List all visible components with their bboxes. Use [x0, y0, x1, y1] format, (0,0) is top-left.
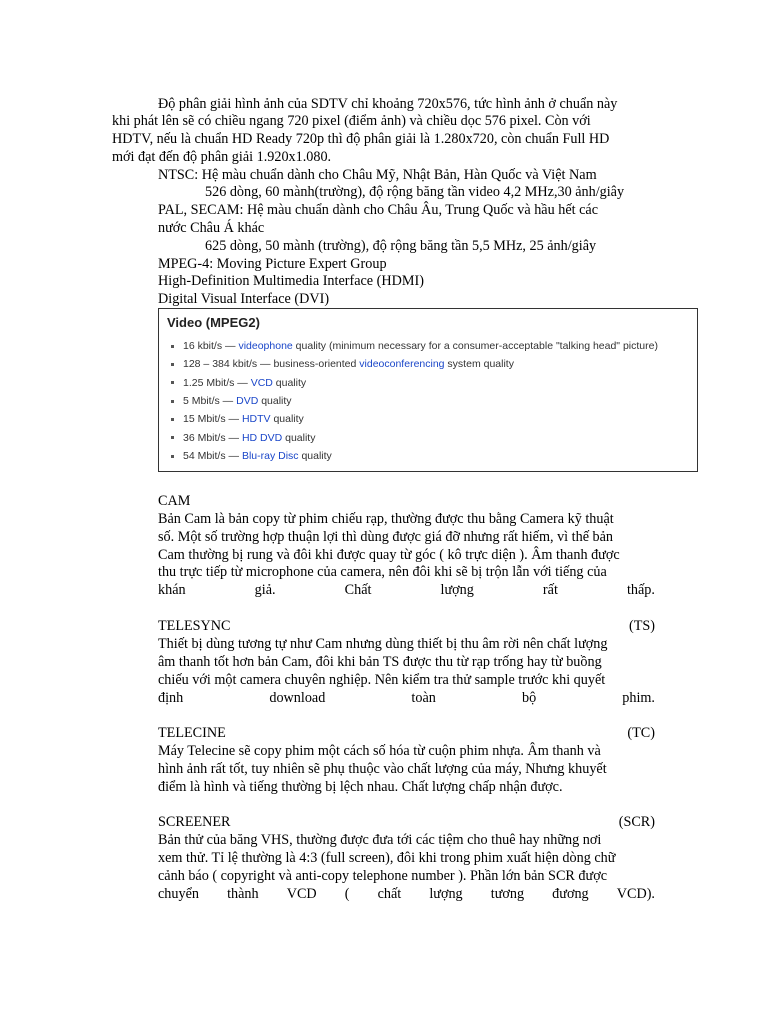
- cam-heading: CAM: [158, 493, 191, 509]
- item-text: 1.25 Mbit/s —: [183, 376, 251, 389]
- video-bitrate-item: [171, 395, 292, 407]
- video-bitrate-item: [171, 358, 514, 370]
- word: thấp.: [626, 582, 655, 598]
- word: khán: [158, 582, 186, 598]
- video-box-title: Video (MPEG2): [167, 315, 260, 330]
- item-text: quality: [272, 376, 307, 389]
- word: download: [269, 690, 326, 706]
- item-text: quality: [270, 413, 304, 426]
- telecine-abbr: (TC): [627, 725, 655, 741]
- screener-title: SCREENER: [158, 814, 231, 830]
- pal-line-1: PAL, SECAM: Hệ màu chuẩn dành cho Châu Âu, Trung Quốc và hầu hết các: [158, 202, 599, 218]
- intro-line-1: Độ phân giải hình ảnh của SDTV chỉ khoảng 720x576, tức hình ảnh ở chuẩn này: [158, 96, 618, 112]
- cam-line-3: Cam thường bị rung và đôi khi được quay từ góc ( kô trực diện ). Âm thanh được: [158, 547, 620, 563]
- word: VCD: [286, 886, 317, 902]
- video-bitrate-item: [171, 450, 332, 462]
- word: rất: [542, 582, 558, 598]
- word: VCD).: [616, 886, 655, 902]
- ntsc-line-1: NTSC: Hệ màu chuẩn dành cho Châu Mỹ, Nhật Bản, Hàn Quốc và Việt Nam: [158, 167, 597, 183]
- telesync-heading: [158, 617, 655, 635]
- word: lượng: [440, 582, 474, 598]
- telecine-line-2: hình ảnh rất tốt, tuy nhiên sẽ phụ thuộc vào chất lượng của máy, Nhưng khuyết: [158, 761, 607, 777]
- word: đương: [552, 886, 589, 902]
- pal-line-2: nước Châu Á khác: [158, 220, 265, 236]
- word: định: [158, 690, 184, 706]
- item-link[interactable]: HDTV: [241, 413, 271, 426]
- item-text: quality: [282, 431, 316, 444]
- word: bộ: [521, 690, 537, 706]
- item-text: quality: [258, 394, 292, 407]
- item-text: 36 Mbit/s —: [183, 431, 242, 444]
- screener-line-4: [158, 885, 655, 903]
- telecine-title: TELECINE: [158, 725, 226, 741]
- pal-line-3: 625 dòng, 50 mành (trường), độ rộng băng tần 5,5 MHz, 25 ảnh/giây: [205, 238, 597, 254]
- bullet-icon: [171, 455, 174, 458]
- screener-line-1: Bản thử của băng VHS, thường được đưa tới các tiệm cho thuê hay những nơi: [158, 832, 602, 848]
- telesync-line-2: âm thanh tốt hơn bản Cam, đôi khi bản TS được thu từ rạp trống hay từ buồng: [158, 654, 602, 670]
- bullet-icon: [171, 436, 174, 439]
- mpeg-term: MPEG-4: Moving Picture Expert Group: [158, 256, 387, 272]
- dvi-term: Digital Visual Interface (DVI): [158, 291, 330, 307]
- word: chất: [377, 886, 402, 902]
- screener-heading: [158, 813, 655, 831]
- word: chuyển: [158, 886, 199, 902]
- item-link[interactable]: videophone: [238, 340, 293, 352]
- item-link[interactable]: DVD: [236, 394, 259, 407]
- word: phim.: [622, 690, 655, 706]
- item-link[interactable]: VCD: [250, 376, 273, 389]
- item-link[interactable]: videoconferencing: [359, 358, 445, 371]
- cam-line-5: [158, 581, 655, 599]
- item-text: system quality: [444, 358, 514, 371]
- intro-line-3: HDTV, nếu là chuẩn HD Ready 720p thì độ phân giải là 1.280x720, còn chuẩn Full HD: [112, 131, 610, 147]
- video-mpeg2-box: [158, 308, 698, 472]
- screener-abbr: (SCR): [618, 814, 655, 830]
- word: tương: [490, 886, 525, 902]
- word: thành: [227, 886, 259, 902]
- telesync-line-1: Thiết bị dùng tương tự như Cam nhưng dùng thiết bị thu âm rời nên chất lượng: [158, 636, 608, 652]
- bullet-icon: [171, 381, 174, 384]
- video-bitrate-item: [171, 432, 315, 444]
- item-text: 54 Mbit/s —: [183, 449, 242, 462]
- video-bitrate-item: [171, 377, 306, 389]
- bullet-icon: [171, 345, 174, 348]
- cam-line-1: Bản Cam là bản copy từ phim chiếu rạp, thường được thu bằng Camera kỹ thuật: [158, 511, 614, 527]
- telecine-line-3: điểm là hình và tiếng thường bị lệch nhau. Chất lượng chấp nhận được.: [158, 779, 563, 795]
- item-link[interactable]: Blu-ray Disc: [241, 449, 299, 462]
- word: toàn: [411, 690, 436, 706]
- screener-line-3: cảnh báo ( copyright và anti-copy telephone number ). Phần lớn bản SCR được: [158, 868, 607, 884]
- intro-line-4: mới đạt đến độ phân giải 1.920x1.080.: [112, 149, 332, 165]
- ntsc-line-2: 526 dòng, 60 mành(trường), độ rộng băng tần video 4,2 MHz,30 ảnh/giây: [205, 184, 625, 200]
- video-bitrate-item: [171, 340, 658, 352]
- telesync-abbr: (TS): [628, 618, 655, 634]
- word: lượng: [429, 886, 463, 902]
- bullet-icon: [171, 363, 174, 366]
- word: (: [344, 886, 350, 902]
- telecine-line-1: Máy Telecine sẽ copy phim một cách số hóa từ cuộn phim nhựa. Âm thanh và: [158, 743, 601, 759]
- item-text: 5 Mbit/s —: [183, 394, 237, 407]
- item-text: 16 kbit/s —: [183, 340, 239, 352]
- screener-line-2: xem thử. Tỉ lệ thường là 4:3 (full screen), đôi khi trong phim xuất hiện dòng chữ: [158, 850, 616, 866]
- item-text: quality (minimum necessary for a consumer-acceptable "talking head" picture): [292, 340, 658, 352]
- bullet-icon: [171, 400, 174, 403]
- video-bitrate-item: [171, 413, 304, 425]
- hdmi-term: High-Definition Multimedia Interface (HDMI): [158, 273, 424, 289]
- telesync-line-3: chiếu với một camera chuyên nghiệp. Nên kiểm tra thử sample trước khi quyết: [158, 672, 606, 688]
- telesync-line-4: [158, 689, 655, 707]
- cam-line-4: thu trực tiếp từ microphone của camera, nên đôi khi sẽ bị trộn lẫn với tiếng của: [158, 564, 607, 580]
- cam-line-2: số. Một số trường hợp thuận lợi thì dùng được giá đỡ nhưng rất hiếm, vì thế bản: [158, 529, 614, 545]
- word: Chất: [344, 582, 372, 598]
- item-link[interactable]: HD DVD: [241, 431, 283, 444]
- bullet-icon: [171, 418, 174, 421]
- word: giả.: [254, 582, 276, 598]
- item-text: quality: [298, 449, 332, 462]
- item-text: 15 Mbit/s —: [183, 413, 242, 426]
- telesync-title: TELESYNC: [158, 618, 231, 634]
- item-text: 128 – 384 kbit/s — business-oriented: [183, 358, 360, 371]
- intro-line-2: khi phát lên sẽ có chiều ngang 720 pixel (điểm ảnh) và chiều dọc 576 pixel. Còn với: [112, 113, 591, 129]
- telecine-heading: [158, 724, 655, 742]
